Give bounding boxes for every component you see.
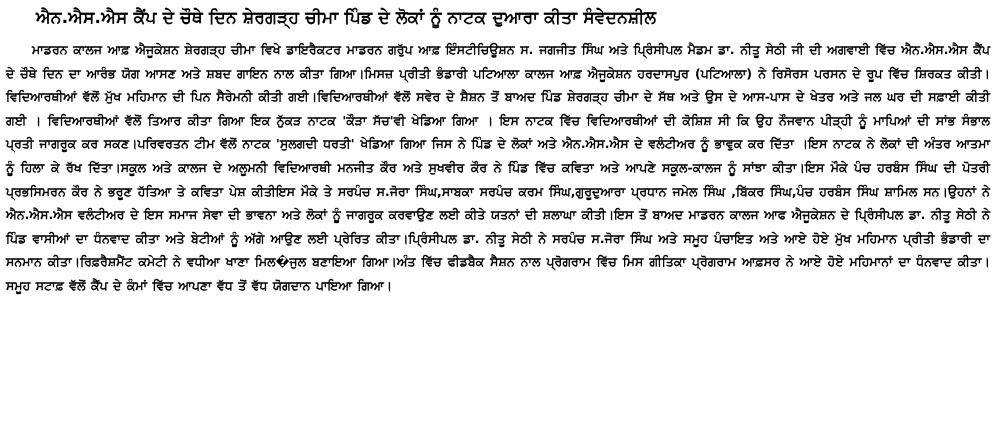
- article-body-paragraph: ਮਾਡਰਨ ਕਾਲਜ ਆਫ਼ ਐਜੂਕੇਸ਼ਨ ਸ਼ੇਰਗੜ੍ਹ ਚੀਮਾ ਵਿਖੇ ਡਾਇਰੈਕਟਰ ਮਾਡਰਨ ਗਰੁੱਪ ਆਫ਼ ਇੰਸਟੀਚਿਊਸ਼ਨ ਸ. ਜਗਜੀਤ ਸਿੰਘ ਅਤੇ ਪ੍ਰਿੰਸੀਪਲ ਮੈਡਮ ਡਾ. ਨੀਤੂ ਸੇਠੀ ਜੀ ਦੀ ਅਗਵਾਈ ਵਿੱਚ ਐਨ.ਐਸ.ਐਸ ਕੈਂਪ ਦੇ ਚੌਥੇ ਦਿਨ ਦਾ ਆਰੰਭ ਯੋਗ ਆਸਣ ਅਤੇ ਸ਼ਬਦ ਗਾਇਨ ਨਾਲ ਕੀਤਾ ਗਿਆ।ਮਿਸਜ਼ ਪ੍ਰੀਤੀ ਭੰਡਾਰੀ ਪਟਿਆਲਾ ਕਾਲਜ ਆਫ਼ ਐਜੂਕੇਸ਼ਨ ਹਰਦਾਸਪੁਰ (ਪਟਿਆਲਾ) ਨੇ ਰਿਸੋਰਸ ਪਰਸਨ ਦੇ ਰੂਪ ਵਿੱਚ ਸ਼ਿਰਕਤ ਕੀਤੀ। ਵਿਦਿਆਰਥੀਆਂ ਵੱਲੋਂ ਮੁੱਖ ਮਹਿਮਾਨ ਦੀ ਪਿਨ ਸੈਰੇਮਨੀ ਕੀਤੀ ਗਈ।ਵਿਦਿਆਰਥੀਆਂ ਵੱਲੋਂ ਸਵੇਰ ਦੇ ਸ਼ੈਸ਼ਨ ਤੋਂ ਬਾਅਦ ਪਿੰਡ ਸ਼ੇਰਗੜ੍ਹ ਚੀਮਾ ਦੇ ਸੱਥ ਅਤੇ ਉਸ ਦੇ ਆਸ-ਪਾਸ ਦੇ ਖੇਤਰ ਅਤੇ ਜਲ ਘਰ ਦੀ ਸਫ਼ਾਈ ਕੀਤੀ ਗਈ । ਵਿਦਿਆਰਥੀਆਂ ਵੱਲੋਂ ਤਿਆਰ ਕੀਤਾ ਗਿਆ ਇਕ ਨੁੱਕੜ ਨਾਟਕ 'ਕੌੜਾ ਸੱਚ'ਵੀ ਖੇਡਿਆ ਗਿਆ । ਇਸ ਨਾਟਕ ਵਿੱਚ ਵਿਦਿਆਰਥੀਆਂ ਦੀ ਕੋਸ਼ਿਸ਼ ਸੀ ਕਿ ਉਹ ਨੌਜਵਾਨ ਪੀੜ੍ਹੀ ਨੂੰ ਮਾਪਿਆਂ ਦੀ ਸਾਂਭ ਸੰਭਾਲ ਪ੍ਰਤੀ ਜਾਗਰੂਕ ਕਰ ਸਕਣ।ਪਰਿਵਰਤਨ ਟੀਮ ਵੱਲੋਂ ਨਾਟਕ 'ਸੁਲਗਦੀ ਧਰਤੀ' ਖੇਡਿਆ ਗਿਆ ਜਿਸ ਨੇ ਪਿੰਡ ਦੇ ਲੋਕਾਂ ਅਤੇ ਐਨ.ਐਸ.ਐਸ ਦੇ ਵਲੰਟੀਅਰ ਨੂੰ ਭਾਵੁਕ ਕਰ ਦਿੱਤਾ ।ਇਸ ਨਾਟਕ ਨੇ ਲੋਕਾਂ ਦੀ ਅੰਤਰ ਆਤਮਾ ਨੂੰ ਹਿਲਾ ਕੇ ਰੱਖ ਦਿੱਤਾ।ਸਕੂਲ ਅਤੇ ਕਾਲਜ ਦੇ ਅਲੂਮਨੀ ਵਿਦਿਆਰਥੀ ਮਨਜੀਤ ਕੌਰ ਅਤੇ ਸੁਖਵੀਰ ਕੌਰ ਨੇ ਪਿੰਡ ਵਿੱਚ ਕਵਿਤਾ ਅਤੇ ਆਪਣੇ ਸਕੂਲ-ਕਾਲਜ ਨੂੰ ਸਾਂਝਾ ਕੀਤਾ।ਇਸ ਮੌਕੇ ਪੰਚ ਹਰਬੰਸ ਸਿੰਘ ਦੀ ਪੋਤਰੀ ਪ੍ਰਭਸਿਮਰਨ ਕੌਰ ਨੇ ਭਰੂਣ ਹੱਤਿਆ ਤੇ ਕਵਿਤਾ ਪੇਸ਼ ਕੀਤੀਇਸ ਮੌਕੇ ਤੇ ਸਰਪੰਚ ਸ.ਜੋਰਾ ਸਿੰਘ,ਸਾਬਕਾ ਸਰਪੰਚ ਕਰਮ ਸਿੰਘ,ਗੁਰੂਦੁਆਰਾ ਪ੍ਰਧਾਨ ਜਮੇਲ ਸਿੰਘ ,ਬਿੱਕਰ ਸਿੰਘ,ਪੰਚ ਹਰਬੰਸ ਸਿੰਘ ਸ਼ਾਮਿਲ ਸਨ।ਉਹਨਾਂ ਨੇ ਐਨ.ਐਸ.ਐਸ ਵਲੰਟੀਅਰ ਦੇ ਇਸ ਸਮਾਜ ਸੇਵਾ ਦੀ ਭਾਵਨਾ ਅਤੇ ਲੋਕਾਂ ਨੂੰ ਜਾਗਰੂਕ ਕਰਵਾਉਣ ਲਈ ਕੀਤੇ ਯਤਨਾਂ ਦੀ ਸ਼ਲਾਘਾ ਕੀਤੀ।ਇਸ ਤੋਂ ਬਾਅਦ ਮਾਡਰਨ ਕਾਲਜ ਆਫ ਐਜੂਕੇਸ਼ਨ ਦੇ ਪ੍ਰਿੰਸੀਪਲ ਡਾ. ਨੀਤੂ ਸੇਠੀ ਨੇ ਪਿੰਡ ਵਾਸੀਆਂ ਦਾ ਧੰਨਵਾਦ ਕੀਤਾ ਅਤੇ ਬੇਟੀਆਂ ਨੂੰ ਅੱਗੇ ਆਉਣ ਲਈ ਪ੍ਰੇਰਿਤ ਕੀਤਾ।ਪ੍ਰਿੰਸੀਪਲ ਡਾ. ਨੀਤੂ ਸੇਠੀ ਨੇ ਸਰਪੰਚ ਸ.ਜੋਰਾ ਸਿੰਘ ਅਤੇ ਸਮੂਹ ਪੰਚਾਇਤ ਅਤੇ ਆਏ ਹੋਏ ਮੁੱਖ ਮਹਿਮਾਨ ਪ੍ਰੀਤੀ ਭੰਡਾਰੀ ਦਾ ਸਨਮਾਨ ਕੀਤਾ।ਰਿਫ਼ਰੈਸ਼ਮੈਂਟ ਕਮੇਟੀ ਨੇ ਵਧੀਆ ਖਾਣਾ ਮਿਲ�ਜੁਲ ਬਣਾਇਆ ਗਿਆ।ਅੰਤ ਵਿੱਚ ਫੀਡਬੈਕ ਸੈਸ਼ਨ ਨਾਲ ਪ੍ਰੋਗਰਾਮ ਵਿੱਚ ਮਿਸ ਗੀਤਿਕਾ ਪ੍ਰੋਗਰਾਮ ਆਫ਼ਸਰ ਨੇ ਆਏ ਹੋਏ ਮਹਿਮਾਨਾਂ ਦਾ ਧੰਨਵਾਦ ਕੀਤਾ। ਸਮੂਹ ਸਟਾਫ਼ ਵੱਲੋਂ ਕੈਂਪ ਦੇ ਕੰਮਾਂ ਵਿੱਚ ਆਪਣਾ ਵੱਧ ਤੋਂ ਵੱਧ ਯੋਗਦਾਨ ਪਾਇਆ ਗਿਆ।: [6, 42, 990, 293]
- article-headline: ਐਨ.ਐਸ.ਐਸ ਕੈਂਪ ਦੇ ਚੌਥੇ ਦਿਨ ਸ਼ੇਰਗੜ੍ਹ ਚੀਮਾ ਪਿੰਡ ਦੇ ਲੋਕਾਂ ਨੂੰ ਨਾਟਕ ਦੁਆਰਾ ਕੀਤਾ ਸੰਵੇਦਨਸ਼ੀਲ: [36, 8, 657, 28]
